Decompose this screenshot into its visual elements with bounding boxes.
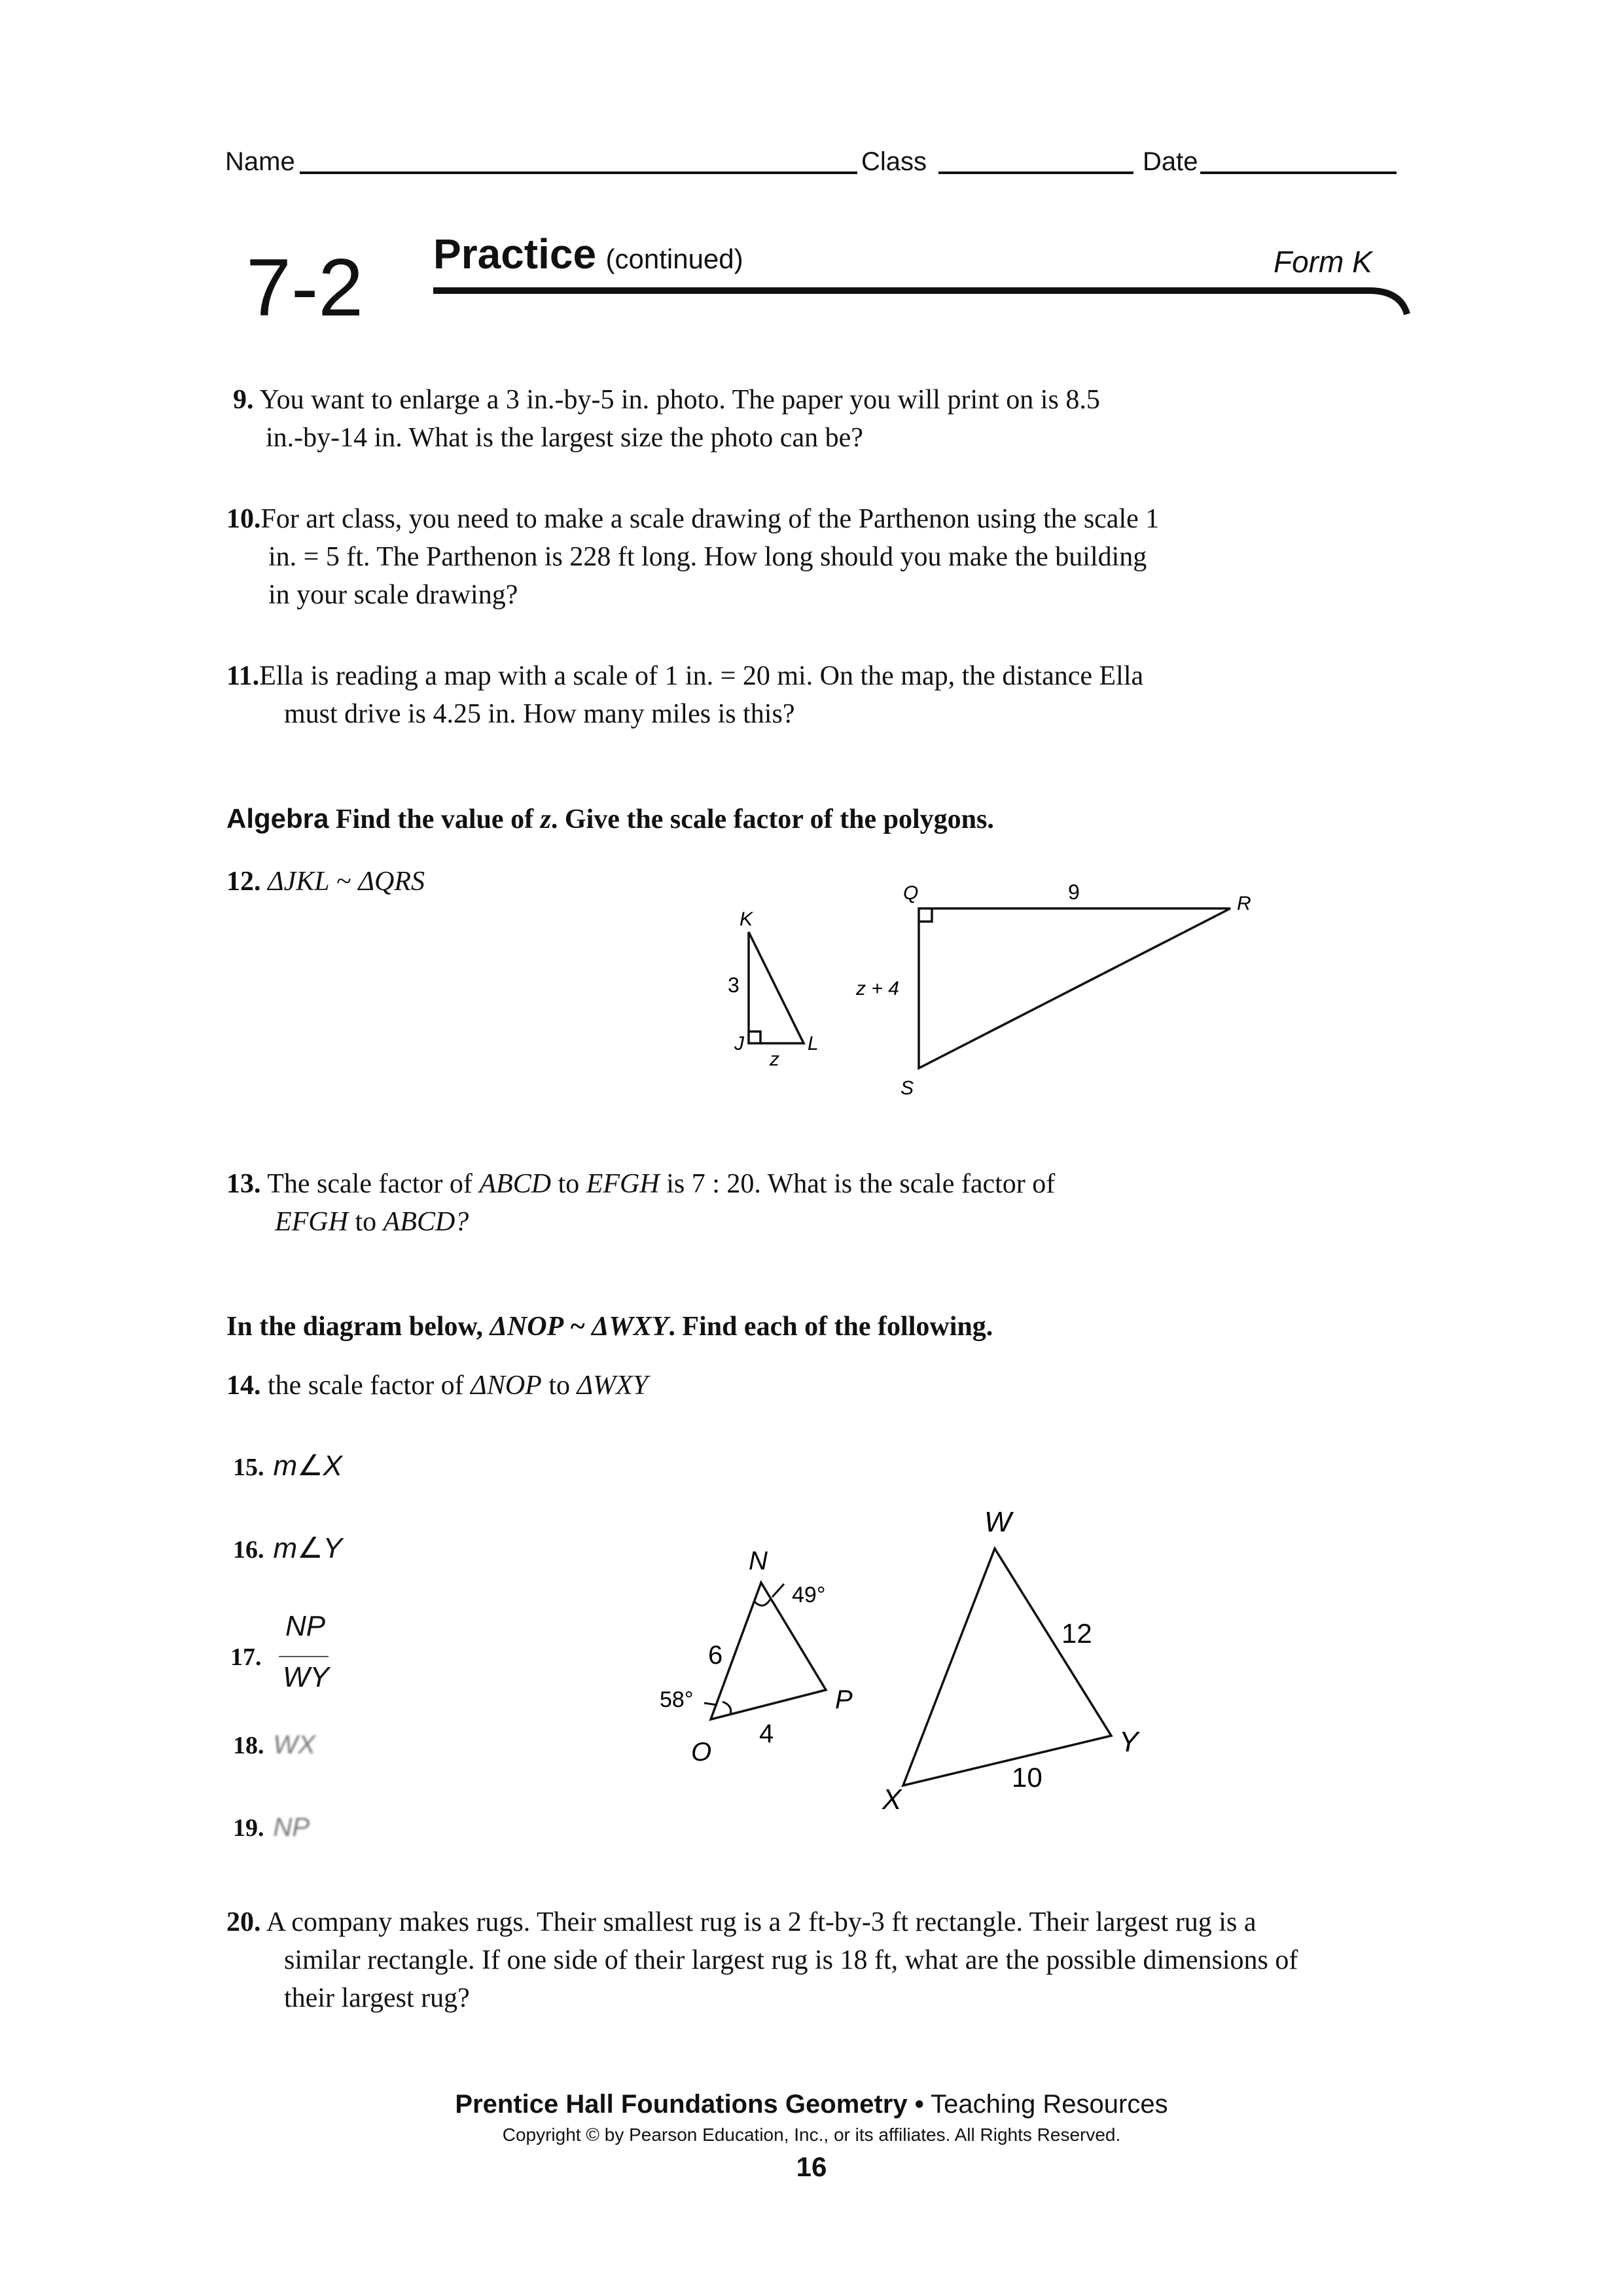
polygon-efgh-2: EFGH — [275, 1207, 348, 1237]
question-9-line1: You want to enlarge a 3 in.-by-5 in. photo. The paper you will print on is 8.5 — [259, 385, 1100, 415]
polygon-efgh: EFGH — [586, 1169, 660, 1199]
question-14-text-b: to — [548, 1371, 570, 1401]
title-rule — [432, 283, 1414, 319]
question-20 — [226, 1903, 1256, 1941]
footer-title — [0, 2088, 1623, 2121]
question-13-number: 13. — [226, 1169, 261, 1199]
class-field[interactable] — [938, 171, 1133, 174]
question-19 — [233, 1808, 310, 1853]
triangle-qrs: ΔQRS — [358, 867, 425, 897]
footer-resource: Teaching Resources — [931, 2090, 1168, 2119]
question-18-number: 18. — [233, 1732, 264, 1759]
angle-o-label: 58° — [660, 1687, 694, 1712]
question-11-line2: must drive is 4.25 in. How many miles is this? — [284, 699, 795, 729]
question-12-number: 12. — [226, 867, 261, 897]
vertex-l: L — [808, 1033, 819, 1054]
diagram-instruction — [226, 1308, 993, 1346]
question-12 — [226, 863, 425, 901]
vertex-j: J — [734, 1033, 744, 1054]
side-jl-label: z — [770, 1049, 779, 1070]
vertex-y: Y — [1119, 1726, 1139, 1758]
question-9 — [233, 381, 1100, 419]
footer-book: Prentice Hall Foundations Geometry — [455, 2090, 908, 2119]
question-19-number: 19. — [233, 1814, 264, 1842]
question-17-number: 17. — [230, 1643, 262, 1671]
question-13-text-c: is 7 : 20. What is the scale factor of — [666, 1169, 1056, 1199]
question-17-numerator: NP — [285, 1610, 326, 1642]
polygon-abcd-2: ABCD? — [383, 1207, 469, 1237]
lesson-number: 7-2 — [246, 243, 364, 333]
angle-n-label: 49° — [792, 1583, 826, 1607]
footer-copyright: Copyright © by Pearson Education, Inc., or its affiliates. All Rights Reserved. — [502, 2125, 1121, 2145]
name-field[interactable] — [300, 171, 857, 174]
question-18 — [233, 1725, 315, 1770]
triangle-nop: ΔNOP — [490, 1312, 564, 1342]
diagram-text-b: . Find each of the following. — [668, 1312, 993, 1342]
question-14 — [226, 1367, 648, 1405]
vertex-s: S — [901, 1077, 914, 1099]
vertex-w: W — [984, 1506, 1012, 1538]
question-10-line2: in. = 5 ft. The Parthenon is 228 ft long. How long should you make the building — [268, 542, 1147, 572]
form-label: Form K — [1274, 245, 1372, 279]
question-13-line2 — [275, 1203, 469, 1241]
algebra-label: Algebra — [226, 803, 329, 834]
algebra-text-b: . Give the scale factor of the polygons. — [550, 804, 994, 834]
vertex-r: R — [1237, 893, 1251, 914]
question-20-line2: similar rectangle. If one side of their largest rug is 18 ft, what are the possible dimensions of — [284, 1945, 1298, 1975]
question-20-number: 20. — [226, 1907, 261, 1937]
vertex-n: N — [749, 1547, 768, 1575]
question-15 — [233, 1446, 342, 1492]
triangle-qrs-shape — [919, 908, 1230, 1068]
question-10-line3: in your scale drawing? — [268, 580, 518, 610]
vertex-o: O — [691, 1738, 712, 1767]
side-wy-label: 12 — [1061, 1618, 1092, 1649]
triangle-wxy-ref: ΔWXY — [577, 1371, 649, 1401]
side-qr-label: 9 — [1068, 880, 1080, 904]
question-11 — [226, 657, 1143, 695]
question-17-denominator: WY — [283, 1661, 329, 1693]
algebra-instruction — [226, 800, 994, 838]
question-13 — [226, 1165, 1055, 1203]
question-13-text-d: to — [355, 1207, 377, 1237]
question-14-text-a: the scale factor of — [268, 1371, 464, 1401]
triangle-wxy-shape — [903, 1549, 1111, 1785]
question-10-number: 10. — [226, 504, 261, 534]
name-label: Name — [225, 147, 295, 176]
question-11-number: 11. — [226, 661, 260, 691]
similar-sign: ~ — [336, 867, 351, 897]
diagram-similar-sign: ~ — [570, 1312, 585, 1342]
footer-bullet: • — [914, 2090, 924, 2119]
date-label: Date — [1143, 147, 1198, 176]
question-10 — [226, 500, 1159, 538]
question-16-number: 16. — [233, 1536, 264, 1564]
figure-jkl-qrs — [707, 870, 1283, 1119]
triangle-jkl-shape — [749, 932, 804, 1043]
side-op-label: 4 — [759, 1719, 774, 1748]
vertex-k: K — [740, 908, 753, 930]
question-9-line2: in.-by-14 in. What is the largest size the photo can be? — [266, 423, 863, 453]
diagram-text-a: In the diagram below, — [226, 1312, 484, 1342]
side-qs-label: z + 4 — [856, 978, 899, 999]
question-16-expr: m∠Y — [273, 1532, 342, 1564]
triangle-wxy: ΔWXY — [592, 1312, 669, 1342]
date-field[interactable] — [1200, 171, 1397, 174]
question-20-line1: A company makes rugs. Their smallest rug is a 2 ft-by-3 ft rectangle. Their largest rug is a — [266, 1907, 1257, 1937]
figure-nop-wxy — [641, 1492, 1204, 1820]
question-15-number: 15. — [233, 1454, 264, 1481]
triangle-jkl: ΔJKL — [268, 867, 330, 897]
page-number: 16 — [796, 2151, 827, 2182]
question-9-number: 9. — [233, 385, 254, 415]
class-label: Class — [861, 147, 927, 176]
vertex-x: X — [882, 1784, 902, 1816]
question-16 — [233, 1529, 342, 1575]
question-13-text-b: to — [558, 1169, 580, 1199]
question-11-line1: Ella is reading a map with a scale of 1 in. = 20 mi. On the map, the distance Ella — [259, 661, 1144, 691]
triangle-nop-ref: ΔNOP — [471, 1371, 542, 1401]
polygon-abcd: ABCD — [479, 1169, 552, 1199]
algebra-text-a: Find the value of — [335, 804, 534, 834]
question-10-line1: For art class, you need to make a scale drawing of the Parthenon using the scale 1 — [260, 504, 1160, 534]
vertex-p: P — [835, 1685, 853, 1714]
side-kj-label: 3 — [728, 973, 740, 997]
fraction-bar — [279, 1656, 329, 1657]
side-no-label: 6 — [708, 1641, 723, 1670]
question-13-text-a: The scale factor of — [267, 1169, 473, 1199]
question-15-expr: m∠X — [273, 1450, 342, 1482]
question-14-number: 14. — [226, 1371, 261, 1401]
question-20-line3: their largest rug? — [284, 1983, 470, 2013]
side-xy-label: 10 — [1012, 1762, 1043, 1793]
question-18-expr: WX — [273, 1731, 315, 1759]
title-suffix: (continued) — [605, 243, 743, 274]
title-text: Practice — [433, 230, 597, 278]
vertex-q: Q — [903, 882, 919, 904]
question-19-expr: NP — [273, 1813, 310, 1842]
algebra-var: z — [540, 804, 551, 834]
